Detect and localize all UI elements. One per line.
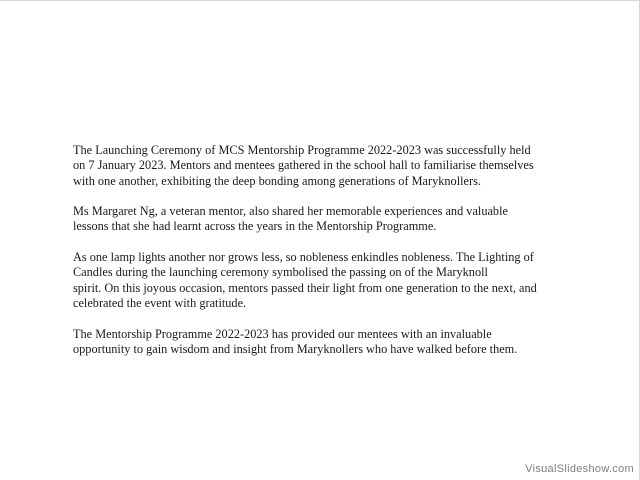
paragraph-lighting-of-candles <box>73 250 573 311</box>
slide-text-body <box>73 143 573 372</box>
text-line: lessons that she had learnt across the years in the Mentorship Programme. <box>73 219 437 234</box>
text-line: spirit. On this joyous occasion, mentors passed their light from one generation to the next, and <box>73 280 537 295</box>
text-line: As one lamp lights another nor grows less, so nobleness enkindles nobleness. The Lighting of <box>73 250 534 265</box>
text-line: celebrated the event with gratitude. <box>73 295 247 310</box>
paragraph-launching-ceremony <box>73 143 573 189</box>
text-line: The Mentorship Programme 2022-2023 has provided our mentees with an invaluable <box>73 326 492 341</box>
slide-border-top <box>0 0 640 1</box>
paragraph-veteran-mentor <box>73 204 573 235</box>
text-line: with one another, exhibiting the deep bonding among generations of Maryknollers. <box>73 173 481 188</box>
text-line: The Launching Ceremony of MCS Mentorship Programme 2022-2023 was successfully held <box>73 143 531 157</box>
text-line: Candles during the launching ceremony symbolised the passing on of the Maryknoll <box>73 265 488 280</box>
text-line: opportunity to gain wisdom and insight from Maryknollers who have walked before them. <box>73 341 518 356</box>
text-line: Ms Margaret Ng, a veteran mentor, also shared her memorable experiences and valuable <box>73 204 508 219</box>
paragraph-programme-value <box>73 327 573 358</box>
text-line: on 7 January 2023. Mentors and mentees gathered in the school hall to familiarise themselves <box>73 158 534 173</box>
watermark-link[interactable]: VisualSlideshow.com <box>525 463 634 475</box>
